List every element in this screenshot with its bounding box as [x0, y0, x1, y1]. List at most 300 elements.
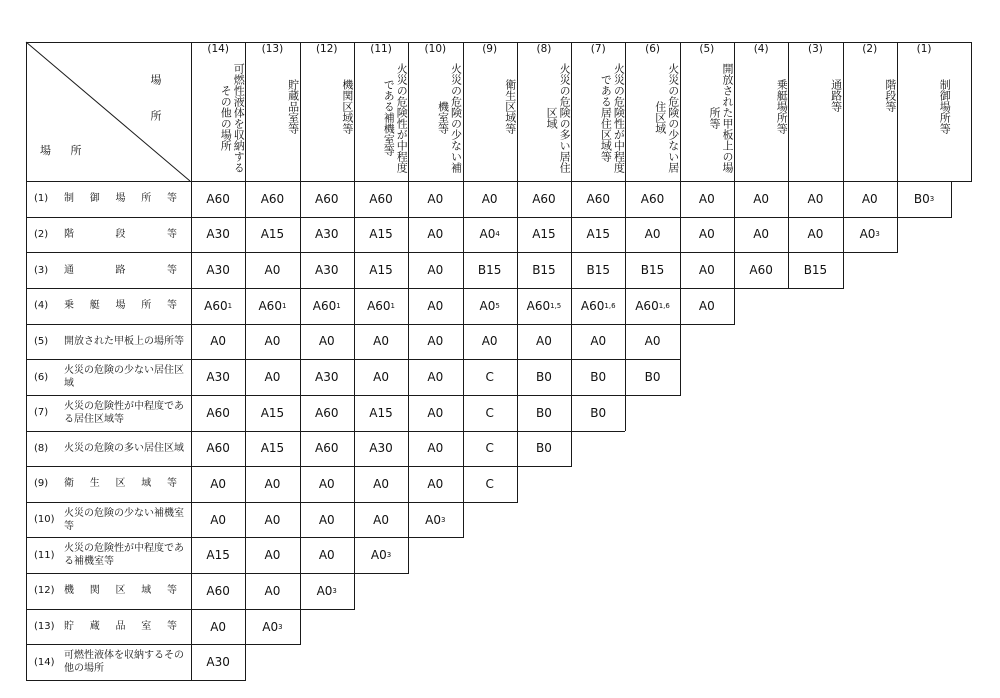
column-header [463, 43, 517, 181]
cell-divider [300, 466, 301, 503]
cell-divider [625, 252, 626, 289]
cell-value: C [485, 370, 494, 385]
table-cell [843, 181, 897, 217]
table-cell [300, 252, 354, 288]
row-header-number: (8) [34, 442, 49, 454]
table-cell [354, 431, 408, 467]
cell-value: A15 [260, 227, 285, 242]
column-header [354, 43, 408, 181]
cell-divider [517, 466, 518, 503]
column-header-label: 通路等 [829, 79, 843, 112]
cell-divider [245, 288, 246, 325]
table-cell [463, 466, 517, 502]
table-cell: A60 1 [312, 298, 341, 313]
cell-value: A0 [427, 441, 444, 456]
row-header-label: 火災の危険の少ない居住区域 [64, 365, 184, 390]
cell-divider [680, 217, 681, 254]
row-header-char: 乗 [64, 300, 74, 312]
cell-divider [625, 324, 626, 361]
table-cell [517, 359, 571, 395]
cell-value: A0 [264, 334, 281, 349]
cell-value: A0 [859, 227, 876, 242]
row-header-char: 貯 [64, 621, 74, 633]
cell-value: A0 [425, 512, 442, 527]
column-header-label: 乗艇場所等 [775, 79, 789, 134]
row-header-char: 品 [115, 621, 126, 633]
cell-divider [300, 288, 301, 325]
table-cell [300, 466, 354, 502]
row-header-char: 艇 [89, 300, 100, 312]
cell-value: B0 [536, 370, 552, 385]
table-cell [191, 609, 245, 645]
table-cell [734, 181, 788, 217]
table-cell [463, 431, 517, 467]
cell-value: B15 [477, 263, 502, 278]
cell-value: A0 [481, 334, 498, 349]
row-header-label [64, 264, 191, 277]
table-cell [734, 252, 788, 288]
row-header-number: (5) [34, 335, 49, 347]
column-header-number: (2) [862, 43, 878, 55]
column-header-label: 階段等 [883, 79, 897, 112]
row-header-number: (3) [34, 264, 49, 276]
cell-value: A0 [264, 512, 281, 527]
cell-value: A0 [807, 227, 824, 242]
cell-divider [408, 537, 409, 574]
column-header-number: (5) [699, 43, 715, 55]
cell-divider [354, 395, 355, 432]
row-header-label [64, 620, 191, 633]
row-header-char: 等 [167, 264, 177, 276]
cell-divider [734, 181, 735, 218]
row-header-char: 階 [64, 228, 74, 240]
row-header-char: 等 [167, 193, 177, 205]
cell-divider [191, 217, 192, 254]
cell-value: A60 [315, 441, 339, 456]
cell-value: A60 [586, 191, 610, 206]
cell-divider [354, 217, 355, 254]
cell-value: A0 [698, 227, 715, 242]
table-cell [408, 466, 462, 502]
cell-divider [463, 252, 464, 289]
table-cell [354, 217, 408, 253]
cell-divider [354, 252, 355, 289]
table-cell [354, 181, 408, 217]
cell-value: A15 [369, 263, 393, 278]
row-header-number: (4) [34, 300, 49, 312]
cell-divider [191, 609, 192, 646]
cell-divider [463, 288, 464, 325]
table-cell [408, 288, 462, 324]
cell-divider [788, 181, 789, 218]
row-header-char: 区 [115, 585, 126, 597]
row-header-number: (11) [34, 549, 55, 561]
row-header-label [64, 299, 191, 312]
cell-value: A60 [206, 191, 230, 206]
row-header-char: 等 [167, 478, 177, 490]
table-cell [191, 466, 245, 502]
cell-divider [517, 359, 518, 396]
row-header [26, 359, 191, 395]
row-header-label: 火災の危険性が中程度である補機室等 [64, 543, 184, 568]
table-cell [517, 431, 571, 467]
cell-divider [408, 395, 409, 432]
table-cell [245, 395, 299, 431]
cell-divider [354, 181, 355, 218]
cell-divider [191, 359, 192, 396]
row-header-char: 等 [167, 585, 177, 597]
cell-divider [191, 644, 192, 681]
cell-value: A0 [318, 334, 335, 349]
cell-value: A60 [258, 298, 282, 313]
table-cell [245, 359, 299, 395]
table-cell [245, 537, 299, 573]
column-header-label: 火災の危険の少ない補機室等 [436, 62, 463, 173]
cell-value: A60 [369, 191, 393, 206]
cell-divider [571, 359, 572, 396]
cell-divider [517, 217, 518, 254]
cell-divider [951, 181, 952, 218]
cell-divider [463, 324, 464, 361]
table-cell [571, 181, 625, 217]
cell-divider [245, 324, 246, 361]
table-cell [571, 324, 625, 360]
cell-value: A0 [373, 334, 389, 349]
cell-value: A30 [206, 263, 230, 278]
row-header [26, 573, 191, 609]
column-header-label: 火災の危険性が中程度である補機室等 [382, 62, 409, 173]
table-cell [408, 181, 462, 217]
table-cell: A60 1 [204, 298, 233, 313]
column-header-number: (12) [315, 43, 338, 55]
cell-divider [408, 252, 409, 289]
cell-divider [625, 359, 626, 396]
cell-divider [517, 288, 518, 325]
cell-divider [245, 466, 246, 503]
cell-divider [517, 431, 518, 468]
table-cell [300, 395, 354, 431]
table-cell [408, 217, 462, 253]
table-cell [463, 181, 517, 217]
column-header-label: 貯蔵品室等 [286, 79, 300, 134]
cell-divider [300, 217, 301, 254]
cell-value: A0 [373, 512, 389, 527]
column-header-number: (10) [424, 43, 447, 55]
column-header [300, 43, 354, 181]
cell-value: A60 [206, 441, 230, 456]
column-header-number: (3) [808, 43, 823, 55]
cell-value: A60 [635, 298, 659, 313]
column-header-number: (8) [536, 43, 552, 55]
cell-divider [571, 217, 572, 254]
table-cell [788, 217, 842, 253]
cell-divider [300, 181, 301, 218]
cell-divider [245, 431, 246, 468]
column-header-label: 火災の危険の少ない居住区域 [653, 62, 680, 173]
cell-divider [463, 395, 464, 432]
table-cell: A60 1 [367, 298, 396, 313]
row-header-label: 開放された甲板上の場所等 [64, 335, 184, 347]
column-header-label: 制御場所等 [938, 79, 952, 134]
cell-value: A60 [315, 191, 339, 206]
row-header-number: (12) [34, 585, 55, 597]
table-cell [191, 324, 245, 360]
cell-value: C [485, 476, 494, 491]
cell-value: A0 [373, 370, 389, 385]
column-header-number: (7) [590, 43, 606, 55]
table-cell [680, 217, 734, 253]
column-header [625, 43, 679, 181]
column-header-number: (6) [645, 43, 660, 55]
table-cell [408, 359, 462, 395]
table-cell [734, 217, 788, 253]
cell-divider [788, 217, 789, 254]
row-header-char: 域 [141, 478, 152, 490]
row-bottom-border [26, 680, 245, 681]
table-cell [354, 502, 408, 538]
table-cell [245, 573, 299, 609]
cell-divider [408, 288, 409, 325]
table-cell: A60 1,6 [635, 298, 670, 313]
cell-value: A0 [644, 227, 661, 242]
cell-divider [517, 324, 518, 361]
table-cell [408, 252, 462, 288]
table-cell [354, 324, 408, 360]
cell-divider [625, 288, 626, 325]
row-header-label [64, 192, 191, 205]
cell-divider [408, 217, 409, 254]
cell-divider [571, 252, 572, 289]
table-cell [354, 252, 408, 288]
row-header-char: 段 [115, 228, 126, 240]
cell-value: B0 [590, 405, 607, 420]
cell-divider [300, 537, 301, 574]
table-cell: A0 3 [262, 619, 283, 634]
row-header-label [64, 477, 191, 490]
row-header-char: 関 [89, 585, 100, 597]
table-cell [625, 324, 679, 360]
row-header-char: 等 [167, 228, 177, 240]
row-header [26, 217, 191, 253]
cell-value: A60 [526, 298, 551, 313]
column-header-number: (4) [753, 43, 769, 55]
cell-divider [245, 359, 246, 396]
header-right-border [971, 42, 972, 182]
table-cell: A0 4 [479, 227, 500, 242]
cell-divider [300, 395, 301, 432]
row-header [26, 537, 191, 573]
row-header-char: 機 [64, 585, 74, 597]
row-header-char: 衛 [64, 478, 74, 490]
cell-divider [245, 252, 246, 289]
table-cell [408, 395, 462, 431]
cell-divider [680, 288, 681, 325]
cell-divider [300, 573, 301, 610]
row-header-char: 生 [89, 478, 100, 490]
table-cell [300, 324, 354, 360]
column-header-label: 火災の危険の多い居住区域 [545, 62, 572, 173]
table-cell: A0 3 [425, 512, 446, 527]
column-header [734, 43, 788, 181]
cell-value: A30 [206, 370, 230, 385]
cell-value: A0 [753, 191, 770, 206]
table-cell [191, 359, 245, 395]
table-cell [300, 217, 354, 253]
table-cell [517, 324, 571, 360]
cell-divider [843, 181, 844, 218]
row-header-char: 所 [141, 193, 152, 205]
cell-divider [463, 502, 464, 539]
cell-value: A30 [315, 370, 339, 385]
table-cell: B0 3 [913, 191, 935, 206]
cell-divider [245, 217, 246, 254]
cell-value: A15 [206, 548, 230, 563]
column-header [897, 43, 951, 181]
cell-value: A0 [536, 334, 552, 349]
cell-value: A60 [206, 583, 230, 598]
cell-divider [680, 359, 681, 396]
row-header-number: (6) [34, 371, 49, 383]
table-cell [517, 395, 571, 431]
cell-value: B0 [536, 405, 552, 420]
table-cell [191, 252, 245, 288]
table-cell [245, 324, 299, 360]
row-header-char: 路 [115, 264, 126, 276]
cell-value: B0 [536, 441, 552, 456]
cell-value: A0 [264, 476, 281, 491]
corner-column-axis-text: 場 所 [149, 74, 162, 127]
cell-divider [463, 181, 464, 218]
cell-divider [408, 431, 409, 468]
cell-divider [517, 395, 518, 432]
row-header [26, 252, 191, 288]
cell-value: A30 [369, 441, 393, 456]
cell-divider [300, 324, 301, 361]
cell-value: A60 [640, 191, 665, 206]
cell-divider [463, 466, 464, 503]
column-header-label: 火災の危険性が中程度である居住区域等 [599, 62, 626, 173]
table-cell [517, 217, 571, 253]
row-header [26, 324, 191, 360]
row-header-label: 火災の危険の多い居住区域 [64, 442, 184, 454]
table-cell [408, 324, 462, 360]
row-header-number: (14) [34, 656, 55, 668]
row-header [26, 395, 191, 431]
cell-value: A0 [427, 405, 444, 420]
table-cell [463, 252, 517, 288]
cell-value: A0 [264, 583, 281, 598]
cell-value: A15 [260, 441, 285, 456]
table-cell [788, 181, 842, 217]
cell-divider [734, 288, 735, 325]
column-header [245, 43, 299, 181]
table-cell [245, 252, 299, 288]
cell-value: A60 [204, 298, 228, 313]
table-cell [463, 324, 517, 360]
cell-divider [245, 502, 246, 539]
cell-divider [463, 217, 464, 254]
column-header [517, 43, 571, 181]
corner-row-axis-label: 場 所 [40, 144, 90, 157]
row-header-char: 室 [141, 621, 152, 633]
row-header-number: (9) [34, 478, 49, 490]
cell-divider [354, 359, 355, 396]
cell-value: A0 [753, 227, 770, 242]
table-cell [245, 431, 299, 467]
cell-value: A30 [206, 227, 230, 242]
table-cell [245, 181, 299, 217]
column-header [408, 43, 462, 181]
row-header-label [64, 584, 191, 597]
cell-value: A60 [749, 263, 773, 278]
table-cell: A0 3 [316, 583, 337, 598]
cell-value: A0 [479, 227, 496, 242]
cell-value: A0 [210, 476, 227, 491]
column-header [191, 43, 245, 181]
cell-value: B0 [913, 191, 930, 206]
cell-value: A0 [264, 370, 281, 385]
cell-divider [354, 573, 355, 610]
cell-divider [191, 502, 192, 539]
cell-value: C [485, 441, 494, 456]
cell-divider [354, 324, 355, 361]
row-header-char: 区 [115, 478, 126, 490]
column-header [680, 43, 734, 181]
cell-divider [734, 252, 735, 289]
cell-divider [571, 324, 572, 361]
row-header-char: 所 [141, 300, 152, 312]
table-cell [354, 395, 408, 431]
cell-divider [191, 466, 192, 503]
cell-divider [463, 359, 464, 396]
cell-divider [191, 252, 192, 289]
cell-divider [517, 181, 518, 218]
table-cell [571, 252, 625, 288]
table-cell [354, 466, 408, 502]
row-header [26, 644, 191, 680]
cell-value: A0 [316, 583, 333, 598]
cell-value: A30 [206, 655, 230, 670]
table-cell [463, 359, 517, 395]
column-header-label: 機関区域等 [340, 79, 354, 134]
table-cell [300, 502, 354, 538]
row-header [26, 181, 191, 217]
table-cell [625, 359, 679, 395]
cell-value: A15 [369, 227, 393, 242]
table-cell [191, 502, 245, 538]
cell-value: A0 [807, 191, 824, 206]
cell-divider [734, 217, 735, 254]
cell-divider [625, 181, 626, 218]
row-header-number: (10) [34, 514, 55, 526]
cell-value: A60 [367, 298, 391, 313]
cell-divider [245, 609, 246, 646]
corner-column-axis-label [140, 74, 170, 137]
cell-divider [245, 395, 246, 432]
row-header-char: 場 [115, 300, 126, 312]
cell-value: A0 [427, 334, 444, 349]
table-cell [191, 537, 245, 573]
cell-divider [300, 609, 301, 646]
cell-value: A0 [427, 263, 444, 278]
cell-divider [788, 252, 789, 289]
cell-divider [517, 252, 518, 289]
table-cell: A0 3 [859, 227, 880, 242]
cell-divider [680, 181, 681, 218]
table-cell [463, 395, 517, 431]
cell-value: B15 [640, 263, 665, 278]
table-cell [191, 181, 245, 217]
